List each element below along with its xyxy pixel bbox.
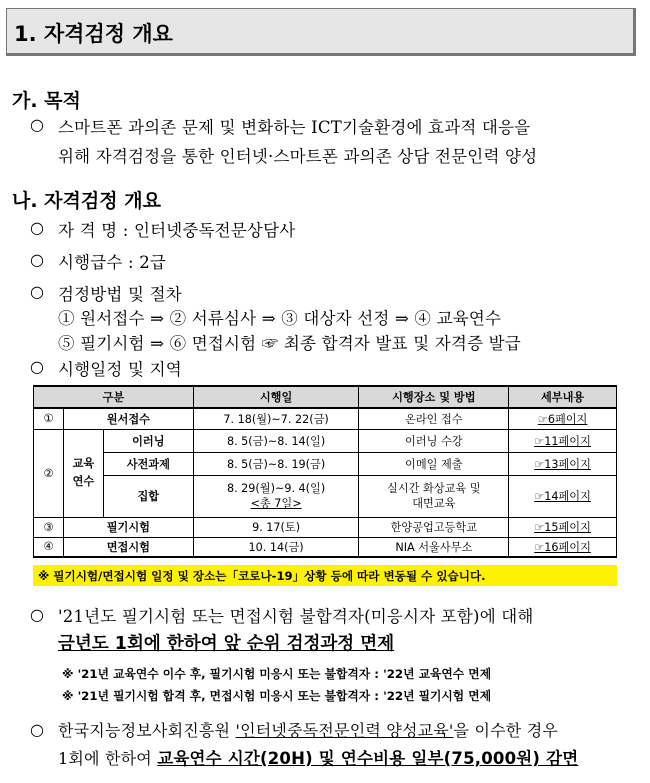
bullet-circle: ○ [30,720,44,739]
section-title: 1. 자격검정 개요 [14,22,173,46]
row-date-cell [193,475,359,517]
schedule-title: 시행일정 및 지역 [58,360,182,379]
reduction-once: 1회에 한하여 [58,749,158,768]
bullet-circle: ○ [30,250,44,269]
exemption-note2: ※ '21년 필기시험 합격 후, 면접시험 미응시 또는 불합격자 : '22년 필기시험 면제 [62,689,492,703]
highlight-note: ※ 필기시험/면접시험 일정 및 장소는「코로나-19」상황 등에 따라 변동될 수 있습니다. [38,569,486,583]
row-date: 7. 18(월)~7. 22(금) [193,408,359,429]
row-place-2: 대면교육 [412,497,456,510]
bullet-circle: ○ [30,357,44,376]
exemption-note1: ※ '21년 교육연수 이수 후, 필기시험 미응시 또는 불합격자 : '22년 교육연수 면제 [62,667,492,681]
row-place: 이메일 제출 [359,452,509,475]
exemption-line1: '21년도 필기시험 또는 면접시험 불합격자(미응시자 포함)에 대해 [58,607,534,626]
row-name: 사전과제 [103,452,193,475]
table-row [34,452,617,475]
row-date: 8. 29(월)~9. 4(일) [226,482,326,495]
reduction-course: '인터넷중독전문인력 양성교육' [235,721,454,740]
row-date-total: <총 7일> [250,497,302,510]
edu-label-1: 교육 [72,457,95,470]
row-name: 면접시험 [63,537,193,557]
table-row [34,537,617,557]
row-number: ① [34,408,64,429]
row-name: 원서접수 [63,408,193,429]
page-link[interactable]: ☞6페이지 [509,408,617,429]
reduction-condition: 을 이수한 경우 [453,721,559,740]
row-place-cell [359,475,509,517]
row-place: 한양공업고등학교 [359,517,509,537]
table-row [34,475,617,517]
reduction-org: 한국지능정보사회진흥원 [58,721,236,740]
purpose-line2: 위해 자격검정을 통한 인터넷·스마트폰 과의존 상담 전문인력 양성 [58,147,538,166]
table-row [34,429,617,452]
purpose-heading: 가. 목적 [12,90,81,112]
page-link[interactable]: ☞16페이지 [509,537,617,557]
qualification-name: 자 격 명 : 인터넷중독전문상담사 [58,221,296,240]
row-name: 필기시험 [63,517,193,537]
row-name: 집합 [103,475,193,517]
page-link[interactable]: ☞13페이지 [509,452,617,475]
table-row [34,517,617,537]
purpose-line1: 스마트폰 과의존 문제 및 변화하는 ICT기술환경에 효과적 대응을 [58,118,531,137]
edu-label-2: 연수 [72,475,95,488]
bullet-circle: ○ [30,282,44,301]
header-date: 시행일 [193,386,359,408]
row-date: 8. 5(금)~8. 14(일) [193,429,359,452]
row-number: ② [34,429,64,517]
page-link[interactable]: ☞14페이지 [509,475,617,517]
education-group-label [63,429,103,517]
row-number: ④ [34,537,64,557]
row-place: 온라인 접수 [359,408,509,429]
method-title: 검정방법 및 절차 [58,285,182,304]
row-place: 실시간 화상교육 및 [387,482,481,495]
table-row [34,408,617,429]
reduction-line1 [58,718,558,741]
row-date: 8. 5(금)~8. 19(금) [193,452,359,475]
header-place: 시행장소 및 방법 [359,386,509,408]
exemption-line2: 금년도 1회에 한하여 앞 순위 검정과정 면제 [58,634,395,654]
method-line1: ① 원서접수 ⇒ ② 서류심사 ⇒ ③ 대상자 선정 ⇒ ④ 교육연수 [58,309,502,328]
table-header-row [34,386,617,408]
method-line2: ⑤ 필기시험 ⇒ ⑥ 면접시험 ☞ 최종 합격자 발표 및 자격증 발급 [58,334,521,353]
reduction-line2 [58,745,578,769]
schedule-table [33,385,617,558]
row-date: 10. 14(금) [193,537,359,557]
row-number: ③ [34,517,64,537]
header-category: 구분 [34,386,194,408]
bullet-circle: ○ [30,605,44,624]
reduction-benefit: 교육연수 시간(20H) 및 연수비용 일부(75,000원) 감면 [157,749,579,768]
row-name: 이러닝 [103,429,193,452]
page-link[interactable]: ☞15페이지 [509,517,617,537]
row-date: 9. 17(토) [193,517,359,537]
bullet-circle: ○ [30,115,44,134]
header-detail: 세부내용 [509,386,617,408]
row-place: 이러닝 수강 [359,429,509,452]
page-link[interactable]: ☞11페이지 [509,429,617,452]
overview-heading: 나. 자격검정 개요 [12,190,161,212]
row-place: NIA 서울사무소 [359,537,509,557]
bullet-circle: ○ [30,218,44,237]
exam-grade: 시행급수 : 2급 [58,253,167,272]
